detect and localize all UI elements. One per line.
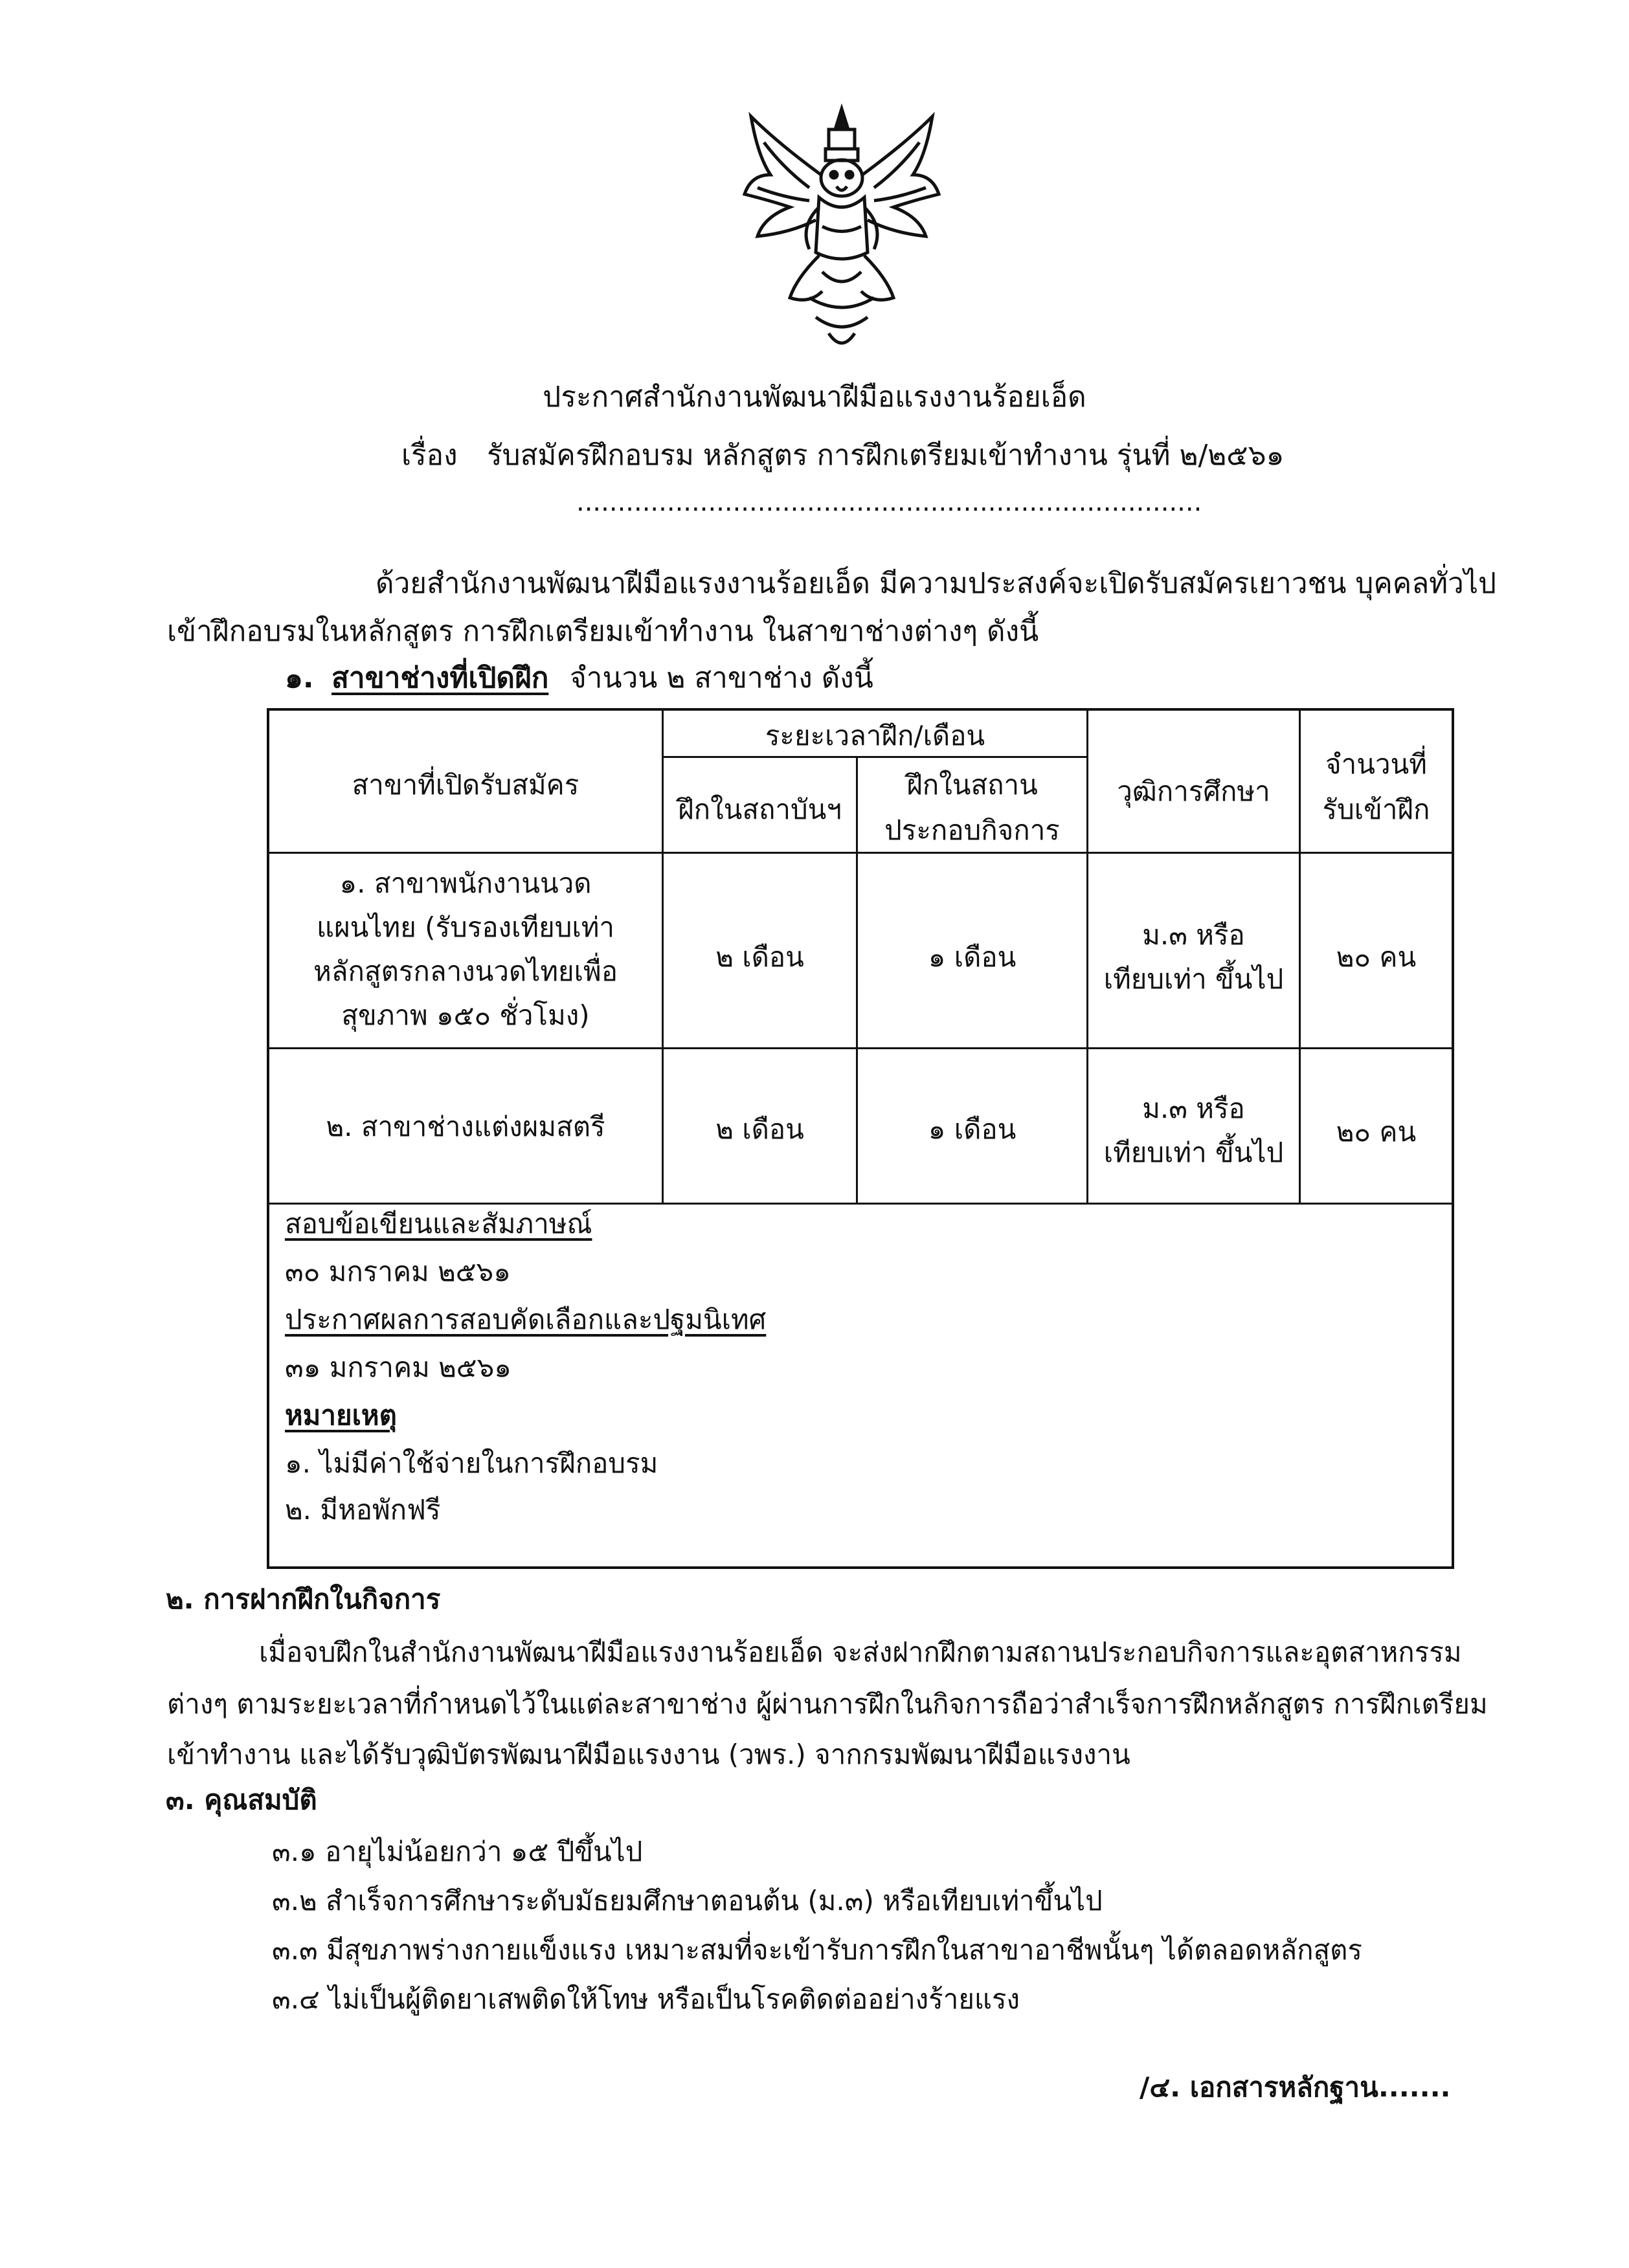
row-1-institute: ๒ เดือน [715, 941, 804, 973]
row-2-branch: ๒. สาขาช่างแต่งผมสตรี [326, 1111, 605, 1142]
list-item: ๓.๑ อายุไม่น้อยกว่า ๑๕ ปีขึ้นไป [272, 1836, 643, 1867]
table-border-top [267, 708, 1454, 711]
col-header-capacity-line-1: จำนวนที่ [1325, 748, 1427, 780]
table-row-2-divider [267, 1203, 1454, 1205]
col-header-institute: ฝึกในสถาบันฯ [678, 794, 842, 825]
continue-marker: /๔. เอกสารหลักฐาน....... [1140, 2071, 1451, 2103]
row-1-branch-line-1: ๑. สาขาพนักงานนวด [339, 867, 592, 899]
intro-line-2: เข้าฝึกอบรมในหลักสูตร การฝึกเตรียมเข้าทำงาน ในสาขาช่างต่างๆ ดังนี้ [167, 615, 1039, 648]
row-1-education-line-2: เทียบเท่า ขึ้นไป [1103, 963, 1284, 995]
section-1-number: ๑. [285, 662, 314, 695]
remark-2: ๒. มีหอพักฟรี [285, 1494, 441, 1526]
row-2-institute: ๒ เดือน [715, 1113, 804, 1145]
col-header-enterprise-line-1: ฝึกในสถาน [906, 769, 1038, 801]
section-1-heading: สาขาช่างที่เปิดฝึก [331, 662, 549, 695]
col-header-education: วุฒิการศึกษา [1117, 775, 1270, 807]
remark-1: ๑. ไม่มีค่าใช้จ่ายในการฝึกอบรม [285, 1447, 658, 1479]
col-header-capacity-line-2: รับเข้าฝึก [1322, 794, 1430, 825]
list-item: ๓.๒ สำเร็จการศึกษาระดับมัธยมศึกษาตอนต้น (ม.๓) หรือเทียบเท่าขึ้นไป [272, 1885, 1103, 1917]
row-1-enterprise: ๑ เดือน [928, 941, 1017, 973]
announcement-title: ประกาศสำนักงานพัฒนาฝีมือแรงงานร้อยเอ็ด [543, 381, 1086, 414]
row-1-capacity: ๒๐ คน [1336, 941, 1417, 973]
row-2-education-line-1: ม.๓ หรือ [1142, 1093, 1245, 1124]
col-header-branch: สาขาที่เปิดรับสมัคร [352, 769, 579, 801]
section-2-line-2: ต่างๆ ตามระยะเวลาที่กำหนดไว้ในแต่ละสาขาช่าง ผู้ผ่านการฝึกในกิจการถือว่าสำเร็จการฝึกหลักสูตร การฝึกเตรียม [167, 1688, 1488, 1720]
exam-date: ๓๐ มกราคม ๒๕๖๑ [285, 1256, 511, 1287]
section-1-detail: จำนวน ๒ สาขาช่าง ดังนี้ [570, 662, 873, 695]
row-1-branch-line-2: แผนไทย (รับรองเทียบเท่า [317, 911, 614, 943]
garuda-emblem-icon [738, 104, 945, 356]
row-2-capacity: ๒๐ คน [1336, 1116, 1417, 1148]
subject-label: เรื่อง [401, 439, 458, 472]
section-3-heading: ๓. คุณสมบัติ [166, 1784, 317, 1816]
row-1-branch-line-3: หลักสูตรกลางนวดไทยเพื่อ [313, 955, 618, 987]
col-header-enterprise-line-2: ประกอบกิจการ [884, 814, 1060, 846]
remark-heading: หมายเหตุ [285, 1399, 397, 1431]
section-2-heading: ๒. การฝากฝึกในกิจการ [166, 1583, 441, 1615]
exam-heading: สอบข้อเขียนและสัมภาษณ์ [285, 1208, 592, 1240]
result-date: ๓๑ มกราคม ๒๕๖๑ [285, 1351, 511, 1383]
row-1-branch-line-4: สุขภาพ ๑๕๐ ชั่วโมง) [341, 999, 590, 1031]
section-2-line-3: เข้าทำงาน และได้รับวุฒิบัตรพัฒนาฝีมือแรงงาน (วพร.) จากกรมพัฒนาฝีมือแรงงาน [167, 1739, 1130, 1770]
table-header-divider [267, 852, 1454, 854]
row-1-education-line-1: ม.๓ หรือ [1142, 919, 1245, 951]
table-border-bottom [267, 1566, 1454, 1569]
row-2-enterprise: ๑ เดือน [928, 1113, 1017, 1145]
col-header-duration: ระยะเวลาฝึก/เดือน [765, 720, 985, 751]
list-item: ๓.๔ ไม่เป็นผู้ติดยาเสพติดให้โทษ หรือเป็นโรคติดต่ออย่างร้ายแรง [272, 1983, 1020, 2015]
section-2-line-1: เมื่อจบฝึกในสำนักงานพัฒนาฝีมือแรงงานร้อยเอ็ด จะส่งฝากฝึกตามสถานประกอบกิจการและอุตสาหกรรม [259, 1636, 1462, 1668]
table-row-1-divider [267, 1047, 1454, 1049]
subject-text: รับสมัครฝึกอบรม หลักสูตร การฝึกเตรียมเข้าทำงาน รุ่นที่ ๒/๒๕๖๑ [487, 439, 1285, 472]
list-item: ๓.๓ มีสุขภาพร่างกายแข็งแรง เหมาะสมที่จะเข้ารับการฝึกในสาขาอาชีพนั้นๆ ได้ตลอดหลักสูตร [272, 1934, 1362, 1966]
title-separator: ............................................................................ [576, 487, 1202, 517]
intro-line-1: ด้วยสำนักงานพัฒนาฝีมือแรงงานร้อยเอ็ด มีความประสงค์จะเปิดรับสมัครเยาวชน บุคคลทั่วไป [376, 567, 1496, 600]
row-2-education-line-2: เทียบเท่า ขึ้นไป [1103, 1137, 1284, 1168]
table-border-right [1452, 708, 1454, 1569]
result-heading: ประกาศผลการสอบคัดเลือกและปฐมนิเทศ [285, 1304, 767, 1335]
